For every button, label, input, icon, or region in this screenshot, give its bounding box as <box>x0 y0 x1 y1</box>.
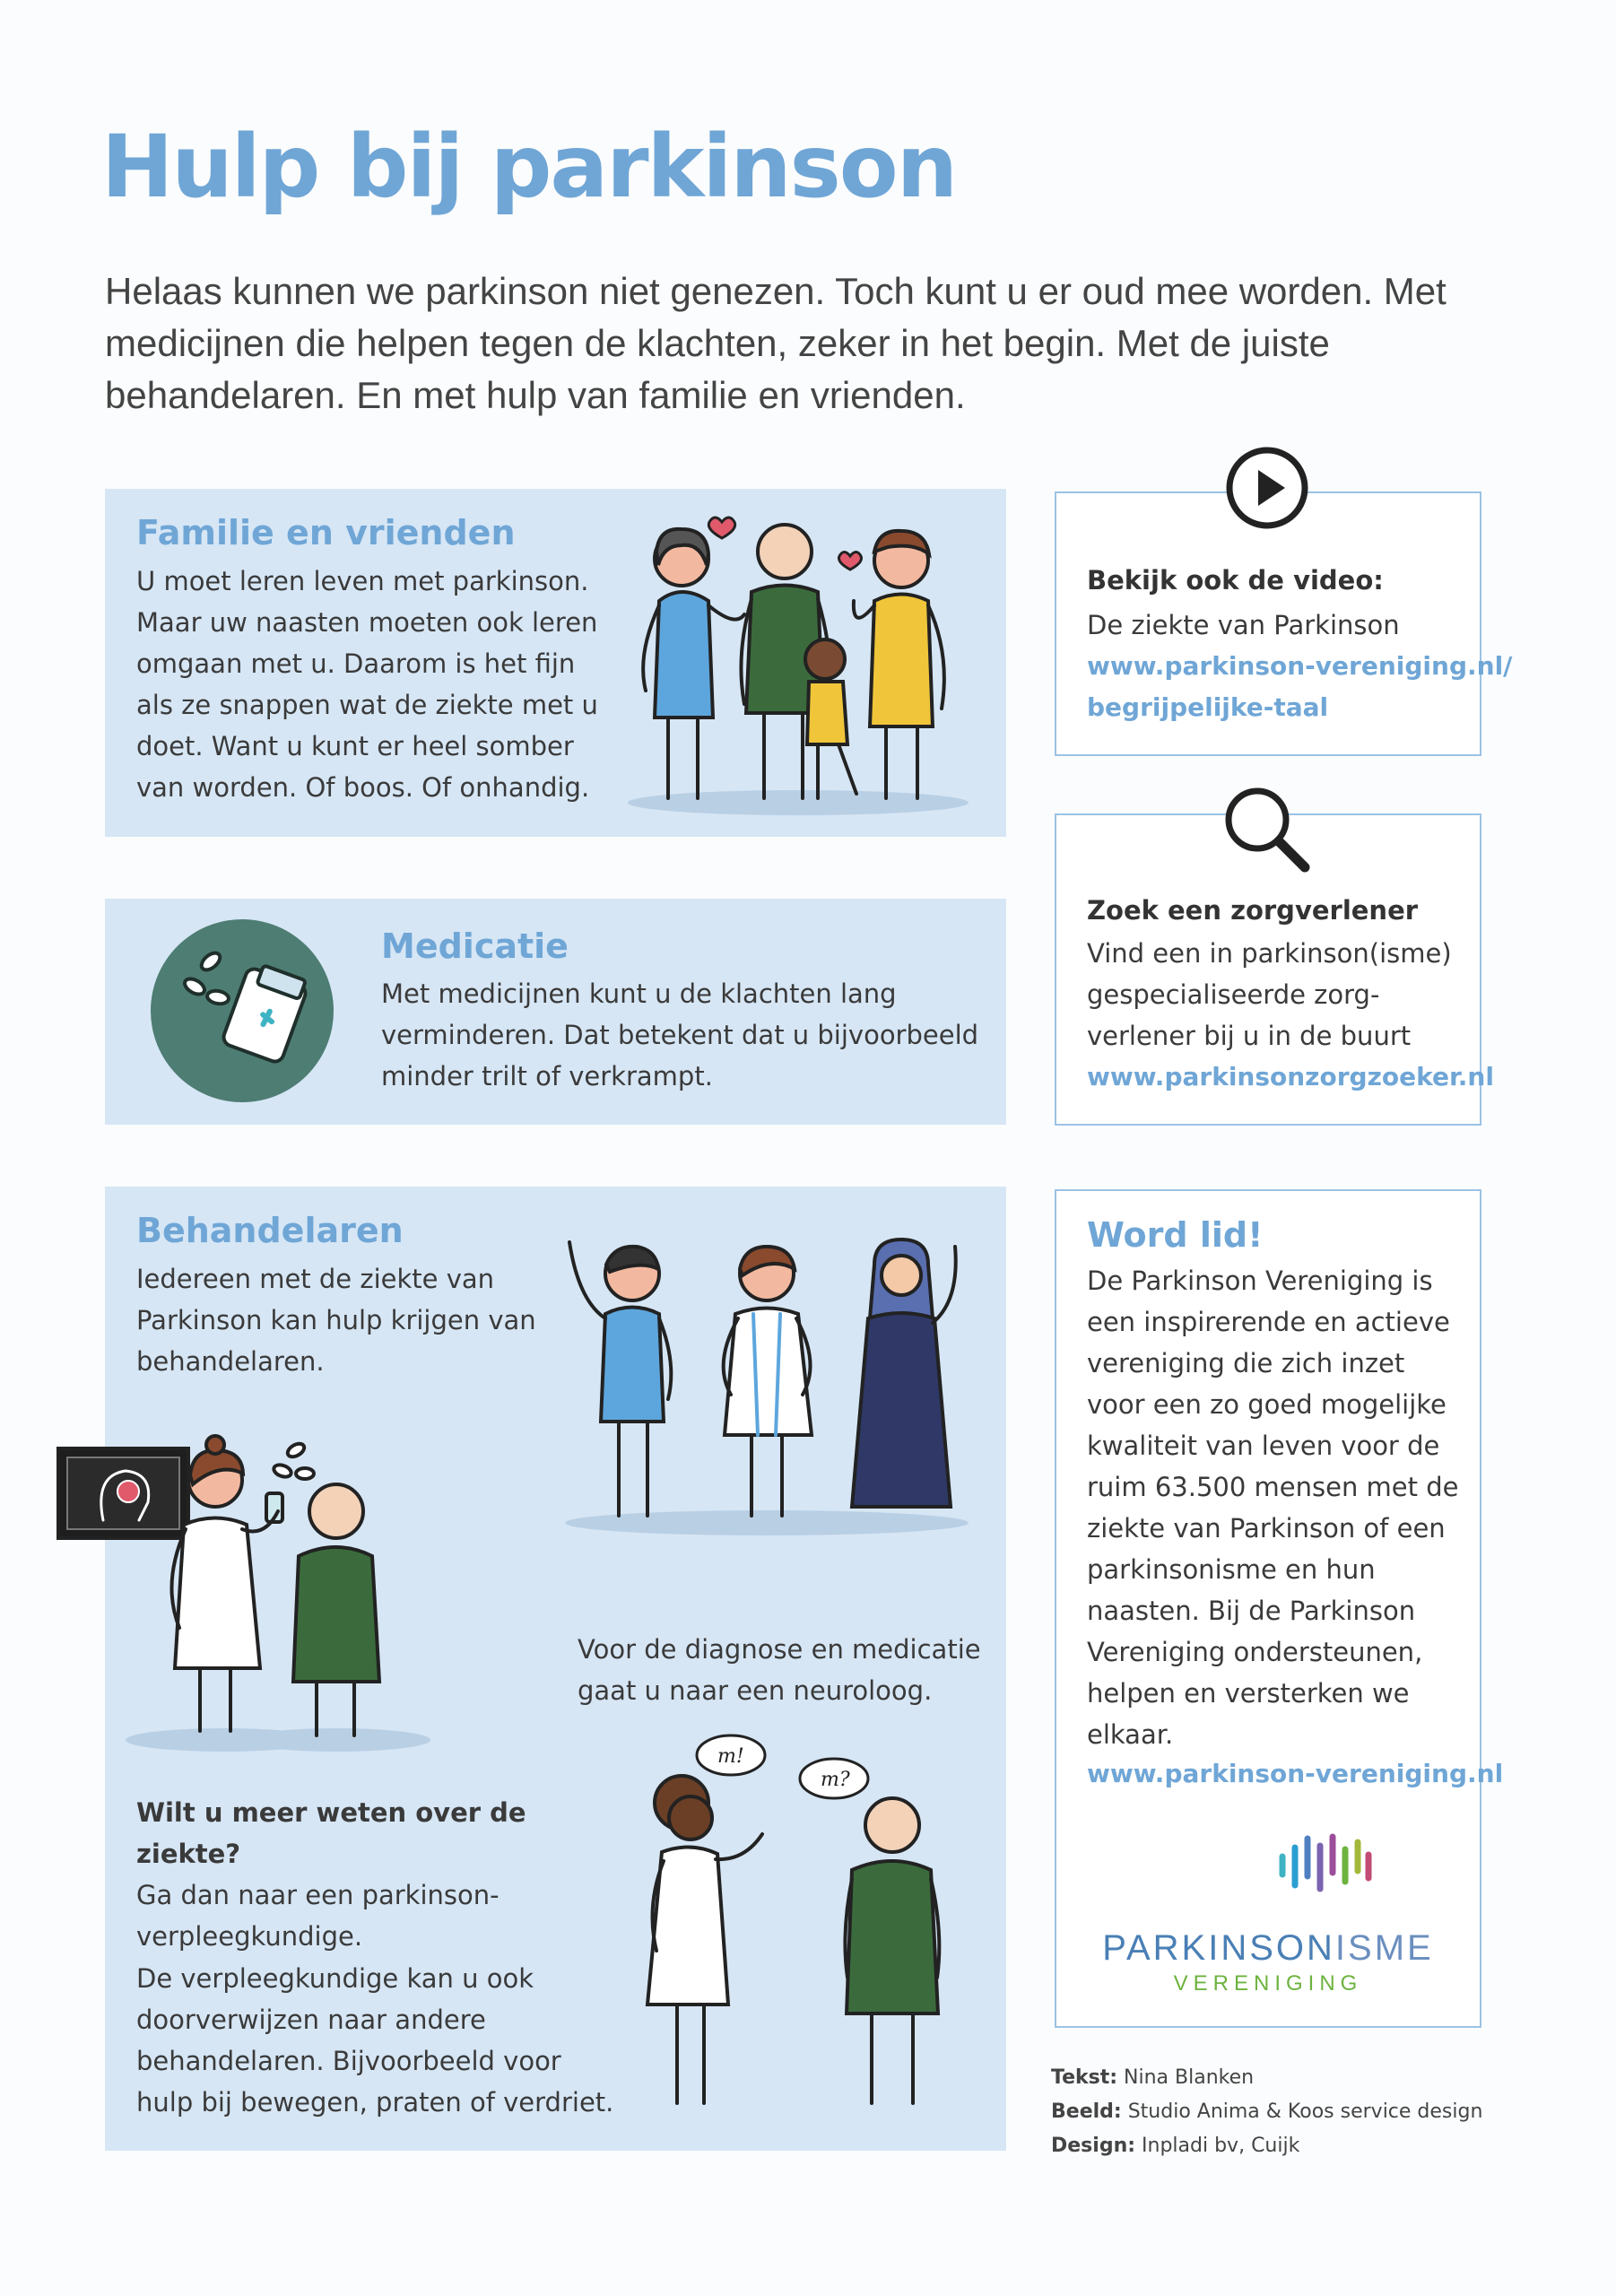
meer-weten-text: Wilt u meer weten over de ziekte? Ga dan naar een parkinson- verpleegkundige. <box>136 1792 603 1957</box>
familie-title: Familie en vrienden <box>136 513 516 552</box>
speech-bubble-2: m? <box>821 1769 850 1791</box>
neurologist-illustration <box>58 1413 560 1762</box>
verpleegkundige-text: De verpleegkundige kan u ook doorverwijzen naar andere behandelaren. Bijvoorbeeld voor hulp bij bewegen, praten of verdriet. <box>136 1963 614 2118</box>
caregivers-illustration <box>556 1229 977 1543</box>
behandelaren-text: Iedereen met de ziekte van Parkinson kan hulp krijgen van behandelaren. <box>136 1264 536 1377</box>
magnifier-icon[interactable] <box>1220 782 1313 875</box>
family-illustration <box>619 502 986 825</box>
video-text: De ziekte van Parkinson <box>1087 610 1400 640</box>
video-title: Bekijk ook de video: <box>1087 565 1384 596</box>
credits: Tekst: Nina Blanken Beeld: Studio Anima & Koos service design Design: Inpladi bv, Cuijk <box>1051 2066 1483 2157</box>
medicatie-title: Medicatie <box>381 926 569 966</box>
parkinson-logo-text: PARKINSONISME <box>1102 1928 1434 1968</box>
intro-text: Helaas kunnen we parkinson niet genezen. Toch kunt u er oud mee worden. Met medicijnen die helpen tegen de klachten, zeker in het begin. Met de juiste behandelaren. En met hulp van familie en vrienden. <box>105 270 1447 416</box>
zorgverlener-link[interactable]: www.parkinsonzorgzoeker.nl <box>1087 1062 1494 1091</box>
page-title: Hulp bij parkinson <box>101 117 957 217</box>
video-link[interactable]: www.parkinson-vereniging.nl/ begrijpelijke-taal <box>1087 651 1513 722</box>
parkinson-logo-icon <box>1275 1830 1374 1894</box>
zorgverlener-text: Vind een in parkinson(isme) gespecialiseerde zorg- verlener bij u in de buurt <box>1087 938 1452 1051</box>
zorgverlener-title: Zoek een zorgverlener <box>1087 895 1419 926</box>
parkinson-logo-subtext: VERENIGING <box>1173 1971 1363 1996</box>
medication-icon <box>148 917 336 1105</box>
lid-title: Word lid! <box>1087 1215 1264 1255</box>
neuroloog-text: Voor de diagnose en medicatie gaat u naar een neuroloog. <box>578 1634 981 1706</box>
meer-weten-title: Wilt u meer weten over de ziekte? <box>136 1797 526 1869</box>
play-icon[interactable] <box>1225 446 1309 530</box>
medicatie-text: Met medicijnen kunt u de klachten lang verminderen. Dat betekent dat u bijvoorbeeld minder trilt of verkrampt. <box>381 978 979 1091</box>
familie-text: U moet leren leven met parkinson. Maar uw naasten moeten ook leren omgaan met u. Daarom is het fijn als ze snappen wat de ziekte met u doet. Want u kunt er heel somber van worden. Of boos. Of onhandig. <box>136 566 598 803</box>
nurse-illustration <box>628 1735 977 2130</box>
lid-text: De Parkinson Vereniging is een inspirerende en actieve vereniging die zich inzet voor een zo goed mogelijke kwaliteit van leven voor de ruim 63.500 mensen met de ziekte van Parkinson of een parkinsonisme en hun naasten. Bij de Parkinson Vereniging ondersteunen, helpen en versterken we elkaar. <box>1087 1265 1459 1750</box>
speech-bubble-1: m! <box>717 1745 744 1768</box>
lid-link[interactable]: www.parkinson-vereniging.nl <box>1087 1759 1504 1788</box>
behandelaren-title: Behandelaren <box>136 1211 404 1250</box>
